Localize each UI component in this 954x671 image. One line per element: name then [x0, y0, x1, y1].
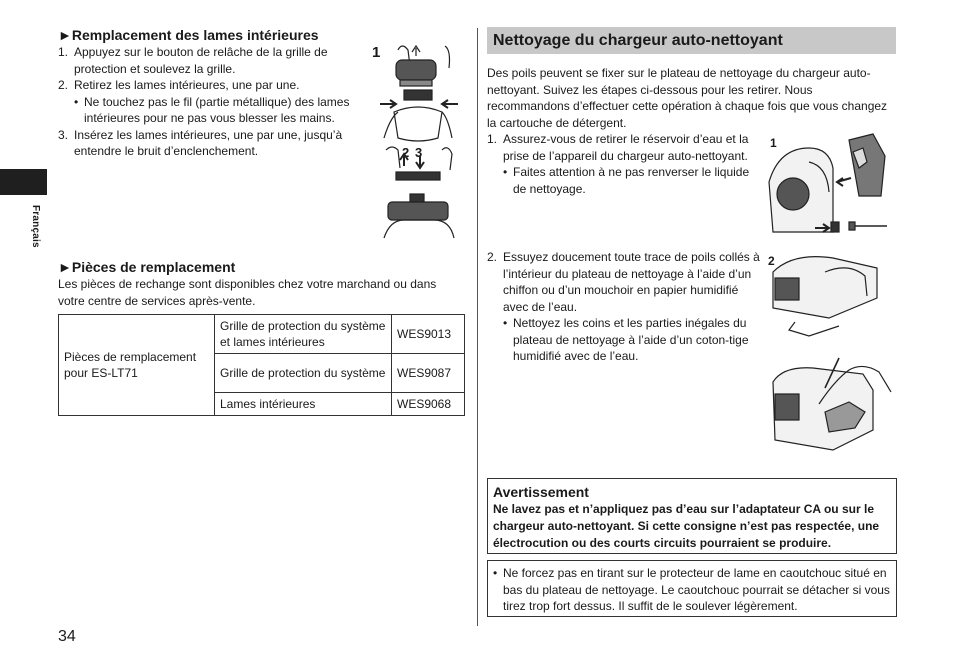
- section-title-blade-replacement: ►Remplacement des lames intérieures: [58, 27, 319, 43]
- language-label: Français: [30, 205, 41, 248]
- warning-box: [487, 478, 897, 554]
- replacement-parts-intro: Les pièces de rechange sont disponibles chez votre marchand ou dans votre centre de services après-vente.: [58, 277, 437, 308]
- warning-title: Avertissement: [493, 484, 589, 500]
- fig-label-2: 2: [402, 145, 410, 160]
- shaver-blade-illustration: [380, 38, 470, 248]
- table-row: [59, 315, 465, 354]
- page-number: 34: [58, 628, 76, 645]
- table-part-cell: Grille de protection du système et lames intérieures: [215, 315, 392, 354]
- table-code-cell: WES9068: [392, 393, 465, 416]
- section-title-cleaning: Nettoyage du chargeur auto-nettoyant: [493, 32, 783, 49]
- table-part-cell: Grille de protection du système: [215, 354, 392, 393]
- warning-text: Ne lavez pas et n’appliquez pas d’eau sur l’adaptateur CA ou sur le chargeur auto-nettoyant. Si cette consigne n’est pas respectée, une électrocution ou des courts circuits pourraient se produire.: [493, 502, 880, 550]
- cleaning-step-2-bullet: • Nettoyez les coins et les parties inégales du plateau de nettoyage à l’aide d’un coton-tige humidifié avec de l’eau.: [503, 315, 761, 365]
- charger-cleaning-illustration: [765, 132, 895, 452]
- cleaning-step-1: 1. Assurez-vous de retirer le réservoir d’eau et la prise de l’appareil du chargeur auto-nettoyant. • Faites attention à ne pas renverser le liquide de nettoyage.: [487, 131, 761, 197]
- note-text: • Ne forcez pas en tirant sur le protecteur de lame en caoutchouc situé en bas du plateau de nettoyage. Le caoutchouc pourrait se détacher si vous tirez trop fort dessus. Il suffit de le soulever légèrement.: [493, 565, 895, 615]
- section-banner: [487, 27, 896, 54]
- step-2: 2. Retirez les lames intérieures, une par une. • Ne touchez pas le fil (partie métallique) des lames intérieures pour ne pas vous blesser les mains.: [58, 77, 358, 127]
- fig-label-3: 3: [415, 145, 423, 160]
- section-title-replacement-parts: ►Pièces de remplacement: [58, 259, 236, 275]
- blade-steps: [58, 44, 358, 160]
- cleaning-fig-label-1: 1: [770, 136, 777, 150]
- cleaning-step-1-bullet: • Faites attention à ne pas renverser le liquide de nettoyage.: [503, 164, 761, 197]
- cleaning-intro: Des poils peuvent se fixer sur le plateau de nettoyage du chargeur auto-nettoyant. Suivez les étapes ci-dessous pour les retirer. Nous recommandons d’effectuer cette opération à chaque fois que vous changez la cartouche de détergent.: [487, 66, 888, 130]
- table-code-cell: WES9087: [392, 354, 465, 393]
- note-box: [487, 560, 897, 617]
- replacement-parts-table: [58, 314, 465, 416]
- step-2-bullet: • Ne touchez pas le fil (partie métallique) des lames intérieures pour ne pas vous blesser les mains.: [74, 94, 354, 127]
- fig-label-1: 1: [372, 44, 381, 61]
- step-1: 1. Appuyez sur le bouton de relâche de la grille de protection et soulevez la grille.: [58, 45, 328, 76]
- table-code-cell: WES9013: [392, 315, 465, 354]
- cleaning-step-2: 2. Essuyez doucement toute trace de poils collés à l’intérieur du plateau de nettoyage à l’aide d’un chiffon ou d’un mouchoir en papier humidifié avec de l’eau. • Nettoyez les coins et les parties inégales du plateau de nettoyage à l’aide d’un coton-tige humidifié avec de l’eau.: [487, 249, 761, 365]
- table-part-cell: Lames intérieures: [215, 393, 392, 416]
- cleaning-fig-label-2: 2: [768, 254, 775, 268]
- column-divider: [477, 28, 478, 626]
- language-tab-marker: [0, 169, 47, 195]
- step-3: 3. Insérez les lames intérieures, une par une, jusqu’à entendre le bruit d’enclenchement.: [58, 127, 343, 158]
- table-group-label: Pièces de remplacement pour ES-LT71: [59, 315, 215, 416]
